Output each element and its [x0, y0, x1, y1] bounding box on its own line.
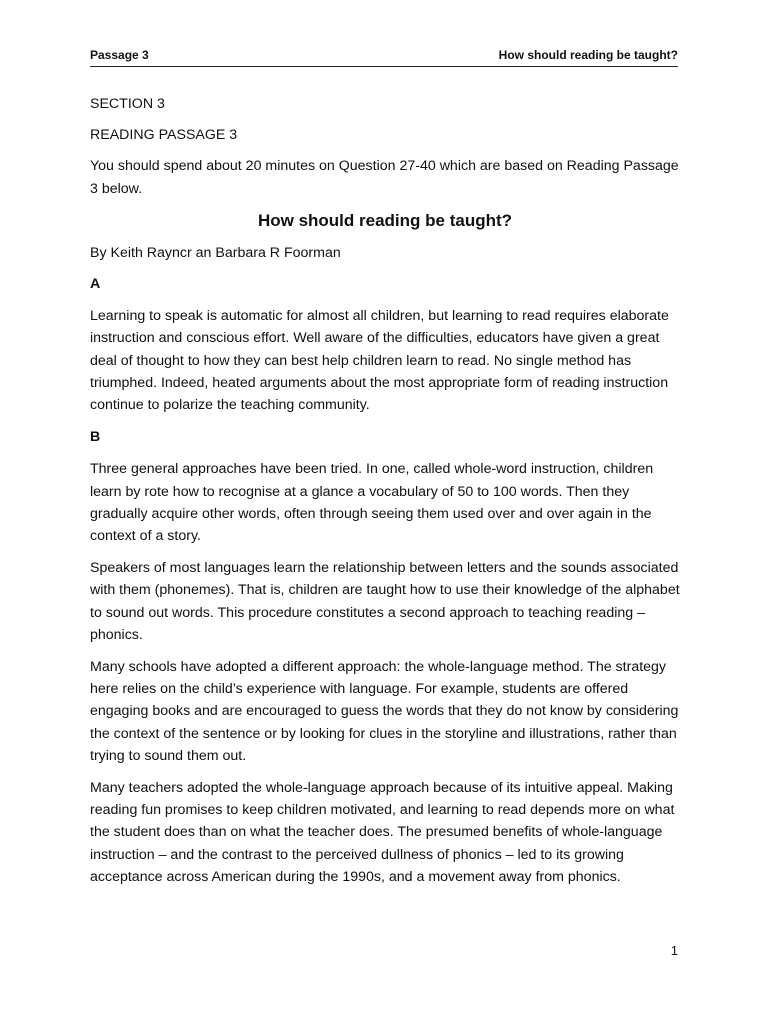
paragraph-label-b: B [90, 429, 101, 446]
header-passage-label: Passage 3 [90, 48, 149, 62]
section-heading: SECTION 3 [90, 96, 165, 112]
passage-heading: READING PASSAGE 3 [90, 127, 238, 144]
article-author: By Keith Rayncr an Barbara R Foorman [90, 244, 341, 261]
running-header [90, 48, 678, 67]
paragraph-label-a: A [90, 276, 101, 293]
paragraph-b-3: Many schools have adopted a different approach: the whole-language method. The strategy here relies on the child’s experience with language. For example, students are offered engaging books and are encouraged to guess the words that they do not know by considering the context of the sentence or by looking for clues in the storyline and illustrations, rather than trying to sound them out. [90, 659, 679, 764]
article-title: How should reading be taught? [257, 210, 513, 230]
instructions-text: You should spend about 20 minutes on Question 27-40 which are based on Reading Passage 3 below. [90, 158, 679, 197]
paragraph-b-1: Three general approaches have been tried. In one, called whole-word instruction, children learn by rote how to recognise at a glance a vocabulary of 50 to 100 words. Then they gradually acquire other words, often through seeing them used over and over again in the context of a story. [90, 461, 654, 545]
paragraph-b-2: Speakers of most languages learn the relationship between letters and the sounds associated with them (phonemes). That is, children are taught how to use their knowledge of the alphabet to sound out words. This procedure constitutes a second approach to teaching reading – phonics. [90, 560, 680, 643]
paragraph-a-1: Learning to speak is automatic for almost all children, but learning to read requires elaborate instruction and conscious effort. Well aware of the difficulties, educators have given a great deal of thought to how they can best help children learn to read. No single method has triumphed. Indeed, heated arguments about the most appropriate form of reading instruction continue to polarize the teaching community. [90, 308, 669, 414]
document-body [90, 93, 680, 898]
page-number: 1 [670, 943, 678, 958]
paragraph-b-4: Many teachers adopted the whole-language approach because of its intuitive appeal. Making reading fun promises to keep children motivated, and learning to read depends more on what the student does than on what the teacher does. The presumed benefits of whole-language instruction – and the contrast to the perceived dullness of phonics – led to its growing acceptance across American during the 1990s, and a movement away from phonics. [90, 780, 675, 885]
header-title: How should reading be taught? [498, 48, 678, 62]
